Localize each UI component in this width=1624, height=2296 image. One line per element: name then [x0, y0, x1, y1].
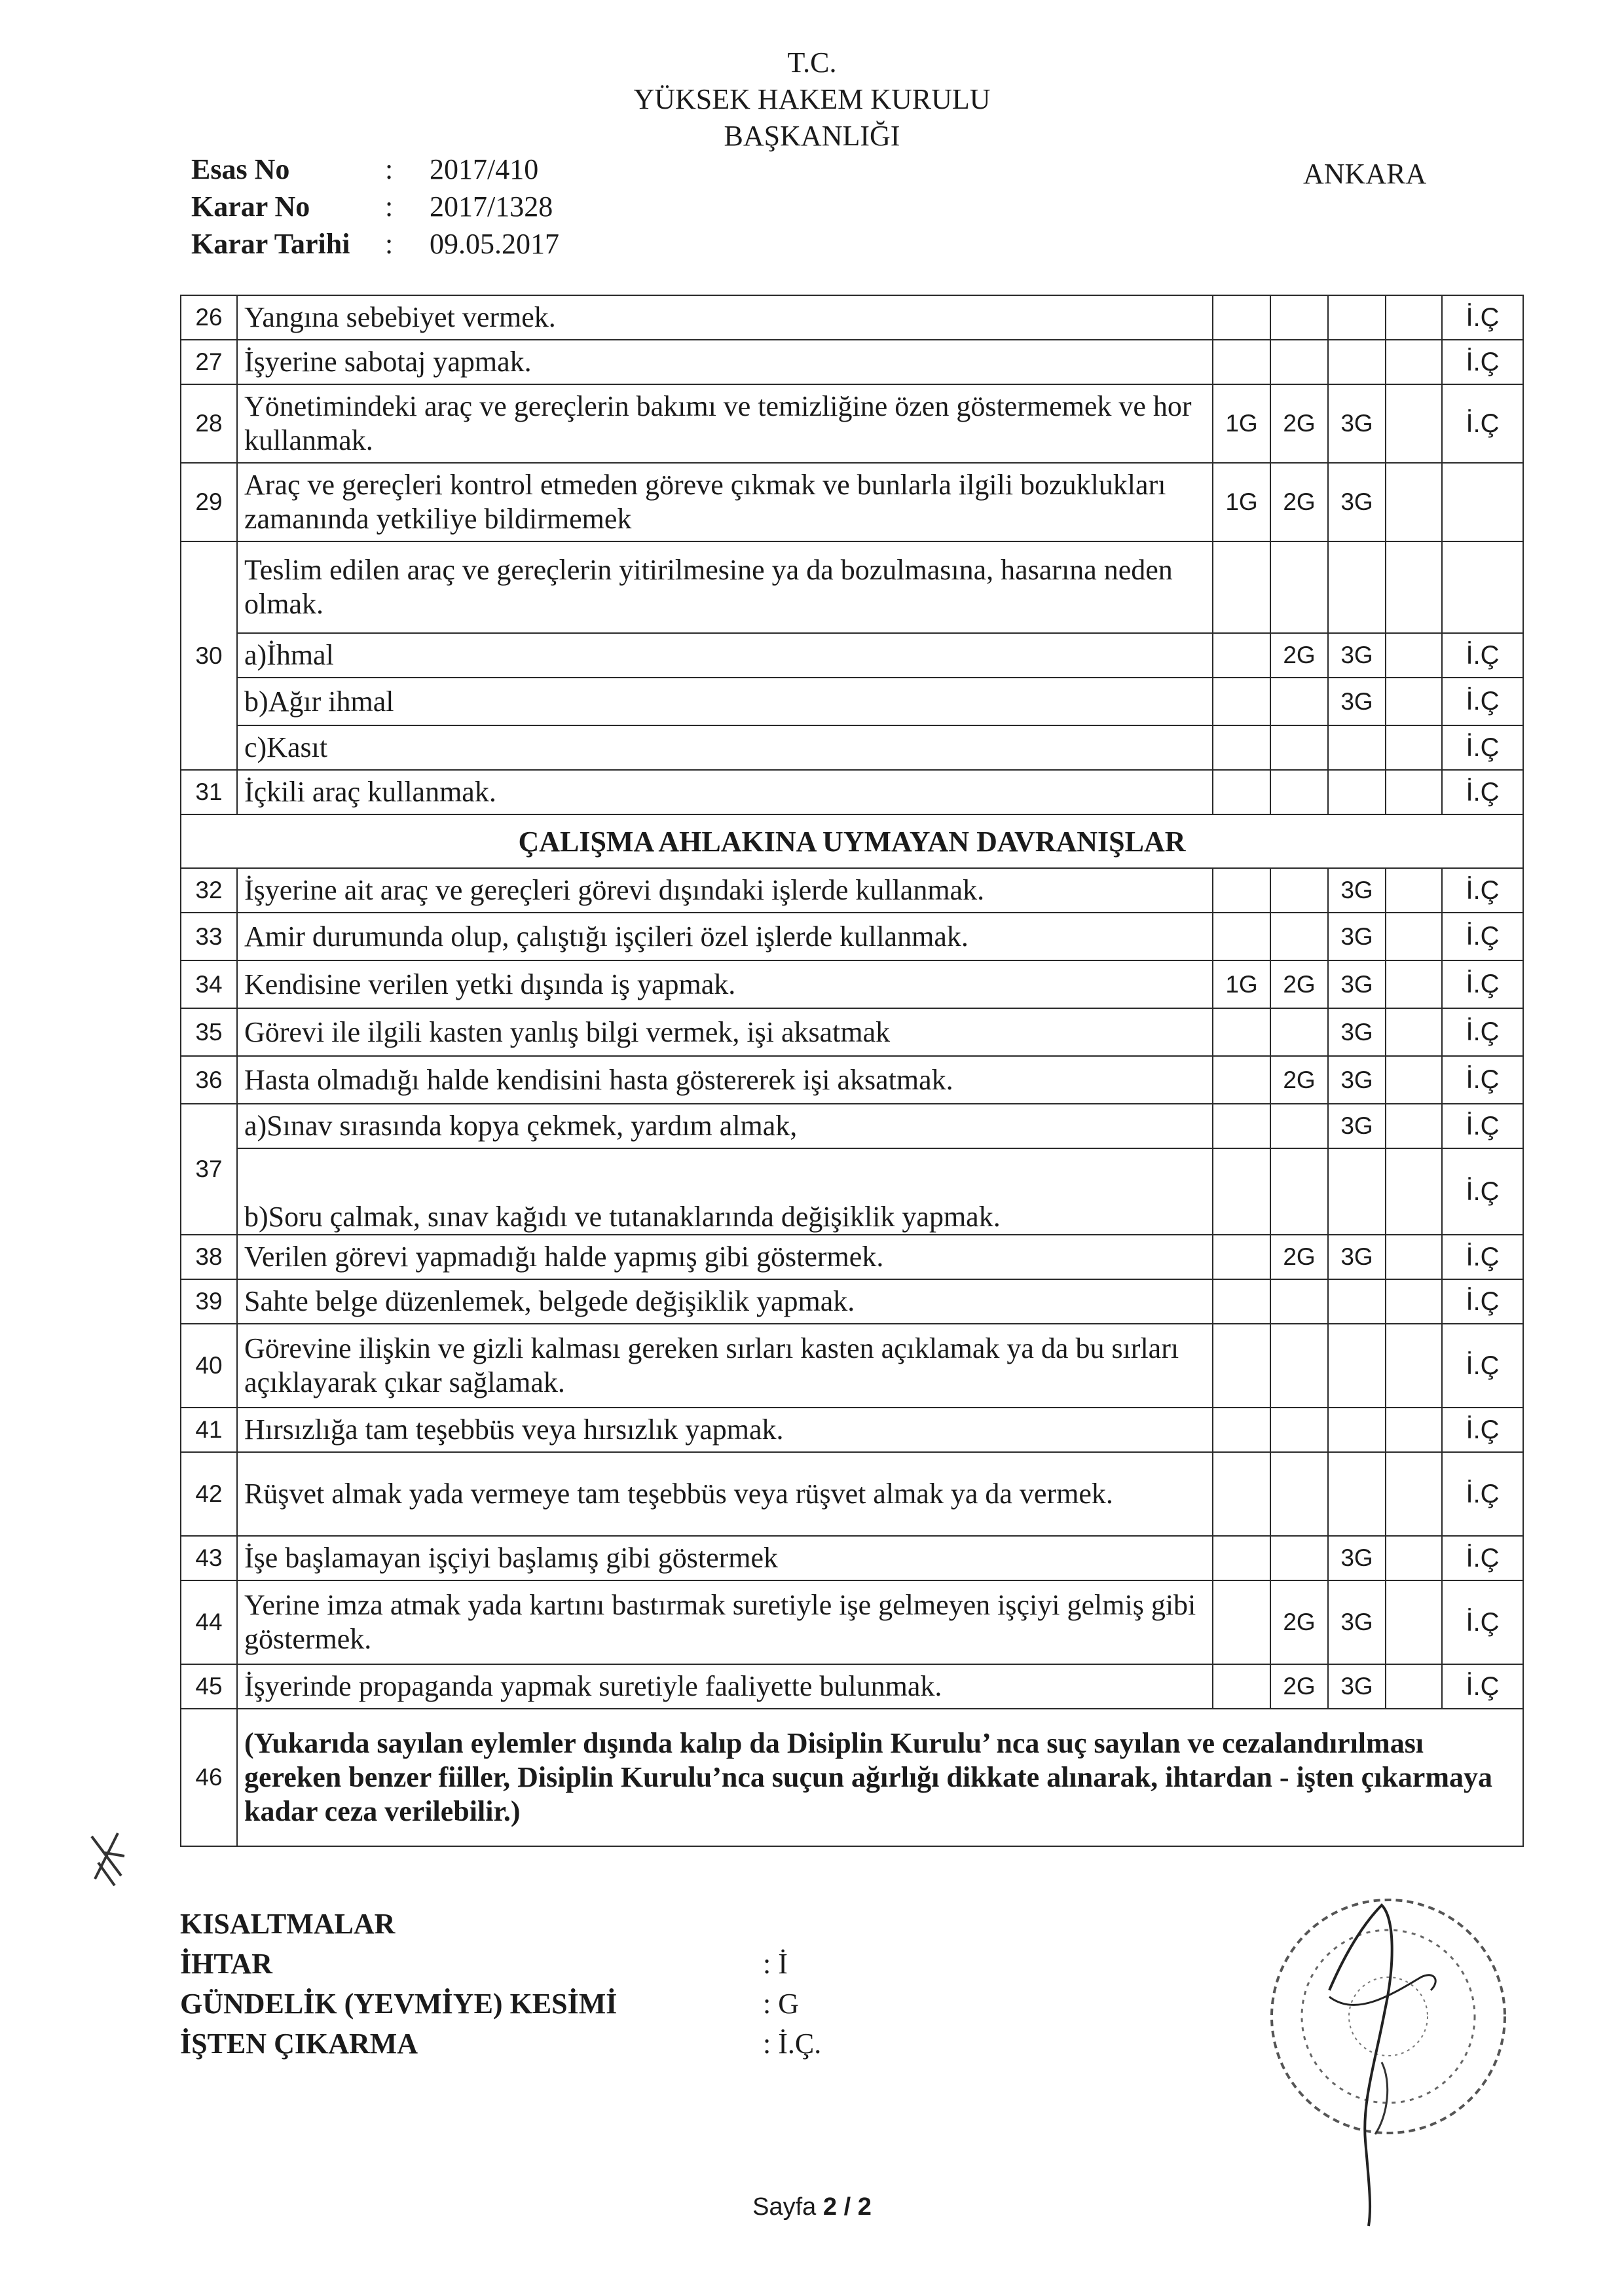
table-row — [181, 1235, 1523, 1279]
table-row — [181, 1408, 1523, 1452]
row-description: Amir durumunda olup, çalıştığı işçileri özel işlerde kullanmak. — [237, 913, 1213, 960]
penalty-blank — [1386, 1536, 1442, 1580]
official-stamp — [1231, 1866, 1526, 2232]
penalty-dismissal: İ.Ç — [1442, 725, 1523, 770]
row-number: 29 — [181, 463, 237, 541]
penalty-dismissal: İ.Ç — [1442, 1279, 1523, 1324]
table-row — [181, 1452, 1523, 1536]
table-row — [181, 1709, 1523, 1846]
penalty-blank — [1386, 1104, 1442, 1148]
penalty-dismissal: İ.Ç — [1442, 770, 1523, 814]
row-description: İçkili araç kullanmak. — [237, 770, 1213, 814]
penalty-blank — [1386, 1664, 1442, 1709]
penalty-blank — [1386, 770, 1442, 814]
row-description: Teslim edilen araç ve gereçlerin yitirilmesine ya da bozulmasına, hasarına neden olmak. — [237, 541, 1213, 633]
table-row — [181, 633, 1523, 678]
penalty-2g: 2G — [1270, 960, 1328, 1008]
row-number: 44 — [181, 1580, 237, 1664]
penalty-2g — [1270, 868, 1328, 913]
penalty-1g — [1213, 1104, 1270, 1148]
penalty-dismissal — [1442, 541, 1523, 633]
institution-heading — [0, 45, 1624, 155]
penalty-2g — [1270, 541, 1328, 633]
penalty-3g: 3G — [1328, 678, 1386, 725]
row-description: Hasta olmadığı halde kendisini hasta göstererek işi aksatmak. — [237, 1056, 1213, 1104]
table-row — [181, 295, 1523, 340]
penalty-3g: 3G — [1328, 1580, 1386, 1664]
penalty-dismissal: İ.Ç — [1442, 678, 1523, 725]
penalty-2g: 2G — [1270, 1580, 1328, 1664]
row-description: a)Sınav sırasında kopya çekmek, yardım almak, — [237, 1104, 1213, 1148]
penalty-2g — [1270, 725, 1328, 770]
table-row — [181, 770, 1523, 814]
penalty-2g — [1270, 770, 1328, 814]
penalty-blank — [1386, 1408, 1442, 1452]
section-heading: ÇALIŞMA AHLAKINA UYMAYAN DAVRANIŞLAR — [181, 814, 1523, 868]
penalty-1g — [1213, 340, 1270, 384]
penalty-3g: 3G — [1328, 1235, 1386, 1279]
table-row — [181, 868, 1523, 913]
abbreviation-code: : G — [763, 1988, 799, 2020]
row-number: 30 — [181, 541, 237, 770]
disciplinary-table — [180, 295, 1524, 1847]
penalty-1g — [1213, 1279, 1270, 1324]
penalty-3g: 3G — [1328, 1056, 1386, 1104]
penalty-3g: 3G — [1328, 1104, 1386, 1148]
penalty-blank — [1386, 384, 1442, 463]
penalty-dismissal: İ.Ç — [1442, 913, 1523, 960]
row-description: Rüşvet almak yada vermeye tam teşebbüs veya rüşvet almak ya da vermek. — [237, 1452, 1213, 1536]
penalty-blank — [1386, 1580, 1442, 1664]
abbreviation-item — [180, 1944, 821, 1984]
row-description: Verilen görevi yapmadığı halde yapmış gibi göstermek. — [237, 1235, 1213, 1279]
penalty-2g: 2G — [1270, 1235, 1328, 1279]
penalty-1g — [1213, 1324, 1270, 1408]
heading-line: BAŞKANLIĞI — [724, 120, 900, 152]
penalty-2g — [1270, 1452, 1328, 1536]
penalty-1g — [1213, 1408, 1270, 1452]
penalty-1g — [1213, 1056, 1270, 1104]
table-row — [181, 1664, 1523, 1709]
penalty-2g: 2G — [1270, 1056, 1328, 1104]
penalty-blank — [1386, 1279, 1442, 1324]
penalty-2g — [1270, 1148, 1328, 1235]
penalty-2g — [1270, 678, 1328, 725]
row-description: c)Kasıt — [237, 725, 1213, 770]
row-description: Görevine ilişkin ve gizli kalması gereken sırları kasten açıklamak ya da bu sırları açıklayarak çıkar sağlamak. — [237, 1324, 1213, 1408]
table-row — [181, 1279, 1523, 1324]
penalty-1g — [1213, 1148, 1270, 1235]
case-info — [191, 151, 559, 263]
penalty-2g: 2G — [1270, 463, 1328, 541]
row-number: 28 — [181, 384, 237, 463]
penalty-2g — [1270, 1536, 1328, 1580]
row-number: 32 — [181, 868, 237, 913]
penalty-dismissal — [1442, 463, 1523, 541]
penalty-blank — [1386, 1008, 1442, 1056]
penalty-blank — [1386, 340, 1442, 384]
field-separator: : — [385, 191, 394, 223]
row-description: İşyerinde propaganda yapmak suretiyle faaliyette bulunmak. — [237, 1664, 1213, 1709]
penalty-dismissal: İ.Ç — [1442, 340, 1523, 384]
penalty-dismissal: İ.Ç — [1442, 960, 1523, 1008]
city-label: ANKARA — [1303, 158, 1427, 190]
row-description: İşyerine ait araç ve gereçleri görevi dışındaki işlerde kullanmak. — [237, 868, 1213, 913]
penalty-dismissal: İ.Ç — [1442, 295, 1523, 340]
row-number: 43 — [181, 1536, 237, 1580]
table-row — [181, 1536, 1523, 1580]
penalty-3g: 3G — [1328, 633, 1386, 678]
penalty-3g: 3G — [1328, 1664, 1386, 1709]
penalty-blank — [1386, 541, 1442, 633]
row-number: 34 — [181, 960, 237, 1008]
penalty-dismissal: İ.Ç — [1442, 1148, 1523, 1235]
penalty-1g — [1213, 295, 1270, 340]
table-row — [181, 913, 1523, 960]
penalty-blank — [1386, 1452, 1442, 1536]
page-total: 2 — [857, 2193, 872, 2221]
row-number: 33 — [181, 913, 237, 960]
penalty-3g — [1328, 1452, 1386, 1536]
penalty-dismissal: İ.Ç — [1442, 1580, 1523, 1664]
table-row — [181, 1148, 1523, 1235]
row-number: 38 — [181, 1235, 237, 1279]
penalty-dismissal: İ.Ç — [1442, 1452, 1523, 1536]
row-number: 36 — [181, 1056, 237, 1104]
penalty-blank — [1386, 913, 1442, 960]
heading-line: T.C. — [787, 46, 837, 79]
row-number: 31 — [181, 770, 237, 814]
penalty-2g — [1270, 1008, 1328, 1056]
row-description: Hırsızlığa tam teşebbüs veya hırsızlık yapmak. — [237, 1408, 1213, 1452]
section-row — [181, 814, 1523, 868]
penalty-blank — [1386, 1235, 1442, 1279]
row-number: 46 — [181, 1709, 237, 1846]
table-row — [181, 384, 1523, 463]
penalty-dismissal: İ.Ç — [1442, 1235, 1523, 1279]
row-description: b)Soru çalmak, sınav kağıdı ve tutanaklarında değişiklik yapmak. — [237, 1148, 1213, 1235]
penalty-dismissal: İ.Ç — [1442, 1408, 1523, 1452]
table-row — [181, 725, 1523, 770]
field-separator: : — [385, 228, 394, 260]
row-number: 45 — [181, 1664, 237, 1709]
penalty-1g — [1213, 1536, 1270, 1580]
row-number: 27 — [181, 340, 237, 384]
row-description: Görevi ile ilgili kasten yanlış bilgi vermek, işi aksatmak — [237, 1008, 1213, 1056]
penalty-1g — [1213, 1452, 1270, 1536]
penalty-3g: 3G — [1328, 384, 1386, 463]
penalty-dismissal: İ.Ç — [1442, 1008, 1523, 1056]
penalty-3g — [1328, 340, 1386, 384]
case-field-esas — [191, 151, 559, 188]
field-separator: : — [385, 153, 394, 185]
penalty-1g — [1213, 913, 1270, 960]
abbreviation-item — [180, 1984, 821, 2024]
penalty-dismissal: İ.Ç — [1442, 1324, 1523, 1408]
penalty-dismissal: İ.Ç — [1442, 1536, 1523, 1580]
penalty-3g: 3G — [1328, 1536, 1386, 1580]
penalty-blank — [1386, 1148, 1442, 1235]
penalty-3g — [1328, 1324, 1386, 1408]
table-row — [181, 1008, 1523, 1056]
abbreviations-title: KISALTMALAR — [180, 1908, 396, 1940]
row-description: a)İhmal — [237, 633, 1213, 678]
abbreviation-term: İHTAR — [180, 1948, 272, 1980]
row-description: İşyerine sabotaj yapmak. — [237, 340, 1213, 384]
case-field-date — [191, 225, 559, 263]
table-row — [181, 541, 1523, 633]
penalty-2g: 2G — [1270, 384, 1328, 463]
penalty-1g — [1213, 1008, 1270, 1056]
penalty-blank — [1386, 868, 1442, 913]
row-description: b)Ağır ihmal — [237, 678, 1213, 725]
penalty-1g — [1213, 678, 1270, 725]
penalty-1g — [1213, 633, 1270, 678]
page-prefix: Sayfa — [752, 2193, 823, 2221]
penalty-2g: 2G — [1270, 1664, 1328, 1709]
penalty-2g — [1270, 913, 1328, 960]
penalty-3g: 3G — [1328, 868, 1386, 913]
penalty-1g: 1G — [1213, 384, 1270, 463]
penalty-1g: 1G — [1213, 463, 1270, 541]
penalty-3g — [1328, 725, 1386, 770]
row-number: 42 — [181, 1452, 237, 1536]
penalty-1g — [1213, 1235, 1270, 1279]
case-field-karar — [191, 188, 559, 225]
page-separator: / — [837, 2193, 858, 2221]
penalty-1g — [1213, 868, 1270, 913]
penalty-blank — [1386, 633, 1442, 678]
penalty-blank — [1386, 295, 1442, 340]
abbreviation-code: : İ — [763, 1948, 788, 1980]
table-row — [181, 960, 1523, 1008]
penalty-2g — [1270, 1408, 1328, 1452]
row-number: 40 — [181, 1324, 237, 1408]
penalty-blank — [1386, 1324, 1442, 1408]
heading-line: YÜKSEK HAKEM KURULU — [633, 83, 991, 115]
field-label: Karar Tarihi — [191, 228, 350, 260]
penalty-dismissal: İ.Ç — [1442, 1056, 1523, 1104]
table-row — [181, 678, 1523, 725]
penalty-1g — [1213, 1580, 1270, 1664]
row-number: 41 — [181, 1408, 237, 1452]
penalty-3g — [1328, 295, 1386, 340]
page-current: 2 — [822, 2193, 838, 2221]
penalty-dismissal: İ.Ç — [1442, 868, 1523, 913]
field-value: 2017/410 — [430, 153, 539, 185]
row-number: 35 — [181, 1008, 237, 1056]
penalty-1g — [1213, 541, 1270, 633]
penalty-dismissal: İ.Ç — [1442, 1104, 1523, 1148]
row-description: Yönetimindeki araç ve gereçlerin bakımı ve temizliğine özen göstermemek ve hor kullanmak. — [237, 384, 1213, 463]
penalty-dismissal: İ.Ç — [1442, 384, 1523, 463]
abbreviation-term: İŞTEN ÇIKARMA — [180, 2028, 418, 2060]
penalty-blank — [1386, 960, 1442, 1008]
abbreviation-term: GÜNDELİK (YEVMİYE) KESİMİ — [180, 1988, 618, 2020]
penalty-3g — [1328, 1408, 1386, 1452]
table-row — [181, 1056, 1523, 1104]
penalty-3g — [1328, 1279, 1386, 1324]
field-label: Esas No — [191, 153, 290, 185]
table-row — [181, 463, 1523, 541]
penalty-blank — [1386, 463, 1442, 541]
field-value: 2017/1328 — [430, 191, 553, 223]
penalty-3g: 3G — [1328, 1008, 1386, 1056]
penalty-2g — [1270, 1279, 1328, 1324]
margin-mark — [79, 1827, 138, 1892]
penalty-blank — [1386, 725, 1442, 770]
table-row — [181, 1324, 1523, 1408]
penalty-1g — [1213, 725, 1270, 770]
row-description: (Yukarıda sayılan eylemler dışında kalıp da Disiplin Kurulu’ nca suç sayılan ve cezalandırılması gereken benzer fiiller, Disiplin Kurulu’nca suçun ağırlığı dikkate alınarak, ihtardan - işten çıkarmaya kadar ceza verilebilir.) — [237, 1709, 1523, 1846]
penalty-blank — [1386, 1056, 1442, 1104]
penalty-2g — [1270, 1324, 1328, 1408]
row-description: İşe başlamayan işçiyi başlamış gibi göstermek — [237, 1536, 1213, 1580]
penalty-dismissal: İ.Ç — [1442, 633, 1523, 678]
penalty-3g: 3G — [1328, 960, 1386, 1008]
abbreviation-item — [180, 2024, 821, 2064]
row-number: 26 — [181, 295, 237, 340]
penalty-2g — [1270, 1104, 1328, 1148]
table-row — [181, 340, 1523, 384]
penalty-1g — [1213, 770, 1270, 814]
field-label: Karar No — [191, 191, 310, 223]
table-row — [181, 1580, 1523, 1664]
penalty-3g — [1328, 541, 1386, 633]
row-description: Yerine imza atmak yada kartını bastırmak suretiyle işe gelmeyen işçiyi gelmiş gibi göstermek. — [237, 1580, 1213, 1664]
penalty-3g — [1328, 770, 1386, 814]
penalty-2g — [1270, 340, 1328, 384]
penalty-blank — [1386, 678, 1442, 725]
table-row — [181, 1104, 1523, 1148]
row-description: Kendisine verilen yetki dışında iş yapmak. — [237, 960, 1213, 1008]
abbreviations — [180, 1904, 821, 2064]
penalty-3g: 3G — [1328, 463, 1386, 541]
row-description: Yangına sebebiyet vermek. — [237, 295, 1213, 340]
row-description: Araç ve gereçleri kontrol etmeden göreve çıkmak ve bunlarla ilgili bozuklukları zamanında yetkiliye bildirmemek — [237, 463, 1213, 541]
penalty-1g: 1G — [1213, 960, 1270, 1008]
field-value: 09.05.2017 — [430, 228, 559, 260]
penalty-1g — [1213, 1664, 1270, 1709]
row-number: 39 — [181, 1279, 237, 1324]
penalty-3g — [1328, 1148, 1386, 1235]
penalty-2g: 2G — [1270, 633, 1328, 678]
row-description: Sahte belge düzenlemek, belgede değişiklik yapmak. — [237, 1279, 1213, 1324]
row-number: 37 — [181, 1104, 237, 1235]
abbreviation-code: : İ.Ç. — [763, 2028, 822, 2060]
penalty-2g — [1270, 295, 1328, 340]
penalty-dismissal: İ.Ç — [1442, 1664, 1523, 1709]
penalty-3g: 3G — [1328, 913, 1386, 960]
